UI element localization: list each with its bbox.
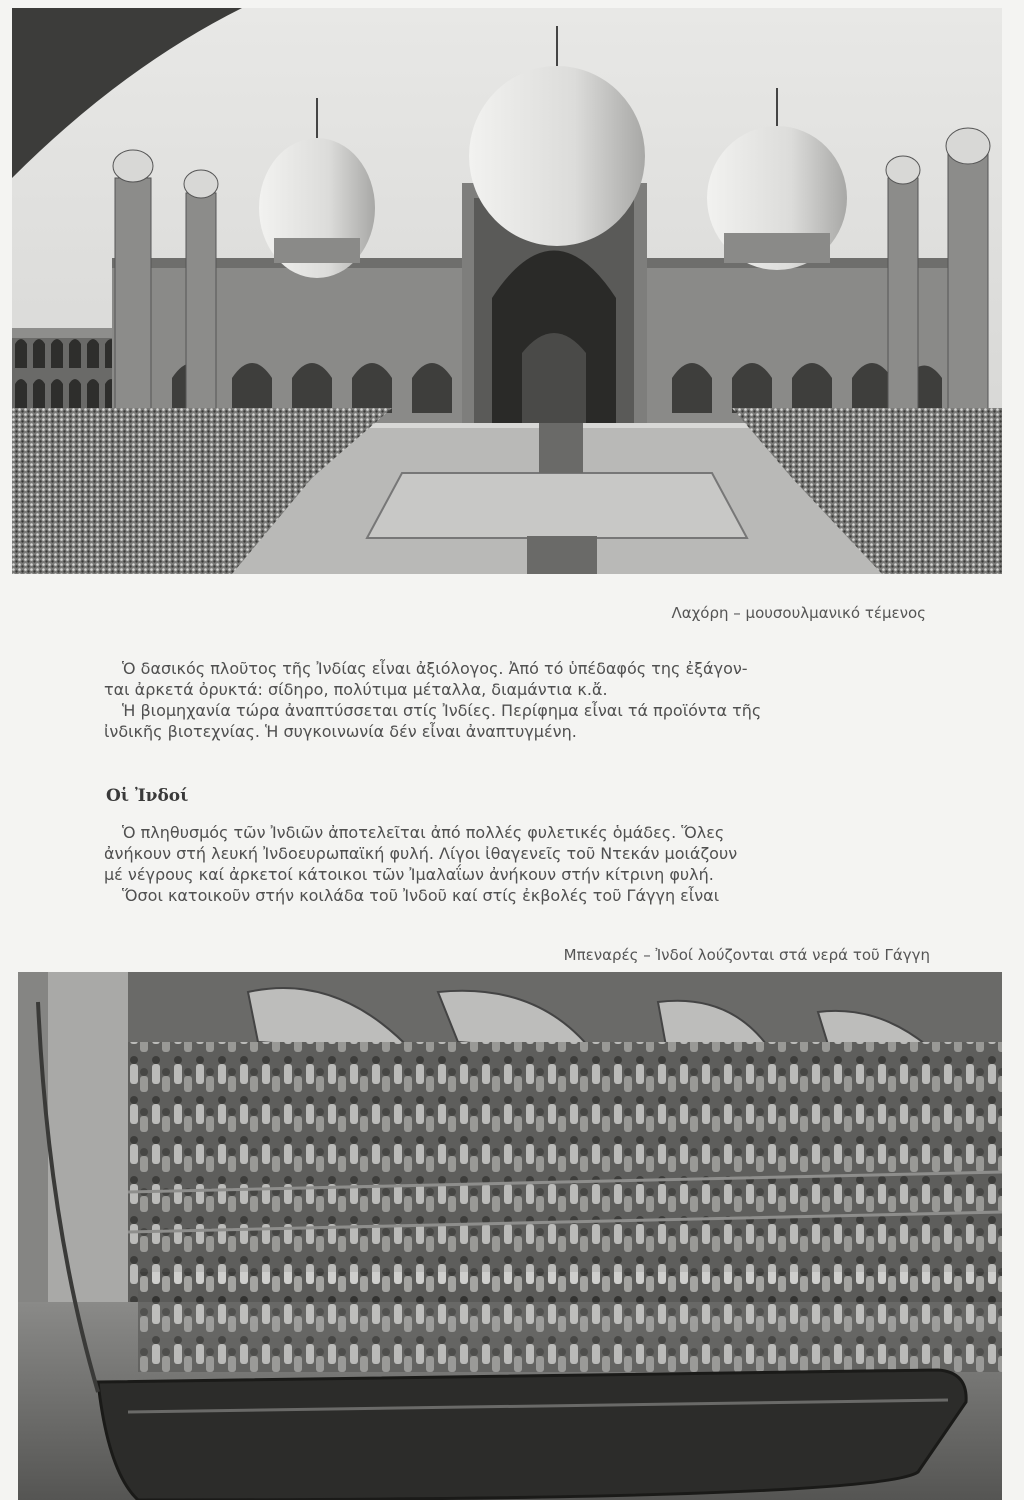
paragraph-resources-industry	[104, 658, 928, 742]
section-heading: Οἱ Ἰνδοί	[106, 786, 189, 806]
paragraph-line: ἰνδικῆς βιοτεχνίας. Ἡ συγκοινωνία δέν εἶναι ἀναπτυγμένη.	[104, 722, 577, 741]
ganges-photo-caption: Μπεναρές – Ἰνδοί λούζονται στά νερά τοῦ Γάγγη	[563, 946, 930, 964]
paragraph-line: μέ νέγρους καί ἀρκετοί κάτοικοι τῶν Ἰμαλαΐων ἀνήκουν στήν κίτρινη φυλή.	[104, 865, 714, 884]
paragraph-line: Ὁ δασικός πλοῦτος τῆς Ἰνδίας εἶναι ἀξιόλογος. Ἀπό τό ὑπέδαφός της ἐξάγον-	[122, 659, 748, 678]
mosque-photo	[12, 8, 1002, 574]
paragraph-line: Ἡ βιομηχανία τώρα ἀναπτύσσεται στίς Ἰνδίες. Περίφημα εἶναι τά προϊόντα τῆς	[122, 701, 762, 720]
paragraph-line: ται ἀρκετά ὀρυκτά: σίδηρο, πολύτιμα μέταλλα, διαμάντια κ.ἄ.	[104, 680, 608, 699]
mosque-photo-caption: Λαχόρη – μουσουλμανικό τέμενος	[671, 604, 926, 622]
ganges-photo	[18, 972, 1002, 1500]
paragraph-line: Ὅσοι κατοικοῦν στήν κοιλάδα τοῦ Ἰνδοῦ καί στίς ἐκβολές τοῦ Γάγγη εἶναι	[122, 886, 720, 905]
mosque-illustration	[12, 8, 1002, 574]
paragraph-population	[104, 822, 928, 906]
paragraph-line: ἀνήκουν στή λευκή Ἰνδοευρωπαϊκή φυλή. Λίγοι ἰθαγενεῖς τοῦ Ντεκάν μοιάζουν	[104, 844, 738, 863]
paragraph-line: Ὁ πληθυσμός τῶν Ἰνδιῶν ἀποτελεῖται ἀπό πολλές φυλετικές ὁμάδες. Ὅλες	[122, 823, 725, 842]
ganges-illustration	[18, 972, 1002, 1500]
